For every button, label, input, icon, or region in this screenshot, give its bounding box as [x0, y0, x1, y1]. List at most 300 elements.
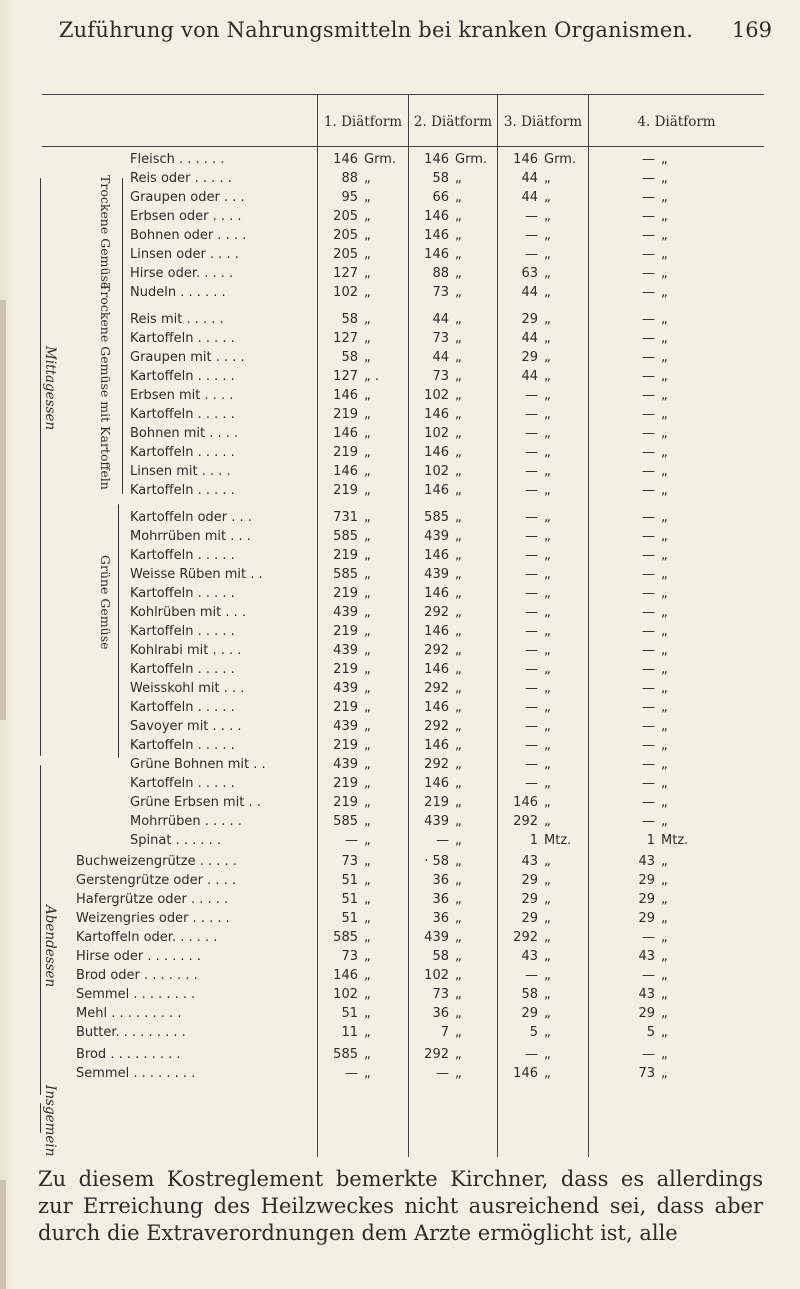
table-cell — [318, 681, 371, 696]
cell-unit: „ — [455, 190, 462, 205]
cell-unit: „ — [455, 426, 462, 441]
table-cell — [498, 930, 551, 945]
cell-unit: „ — [661, 152, 668, 167]
cell-value: 205 — [333, 209, 358, 224]
table-cell — [409, 854, 462, 869]
table-cell — [409, 464, 462, 479]
row-label: Savoyer mit . . . . — [130, 719, 242, 734]
table-cell — [409, 209, 462, 224]
cell-value: 205 — [333, 247, 358, 262]
cell-value: 58 — [432, 949, 449, 964]
table-cell — [589, 854, 668, 869]
cell-unit: „ — [364, 987, 371, 1002]
brace-gruene-gemuese — [118, 504, 119, 758]
cell-unit: „ — [661, 892, 668, 907]
cell-unit: „ — [455, 567, 462, 582]
table-cell — [409, 407, 462, 422]
cell-unit: „ — [661, 209, 668, 224]
cell-unit: Mtz. — [544, 833, 572, 848]
cell-unit: „ — [364, 1066, 371, 1081]
cell-unit: „ — [544, 795, 551, 810]
cell-unit: „ — [364, 605, 371, 620]
cell-value: 219 — [333, 483, 358, 498]
table-cell — [409, 190, 462, 205]
table-cell — [498, 911, 551, 926]
cell-value: — — [642, 350, 655, 365]
cell-unit: „ — [455, 407, 462, 422]
cell-value: 127 — [333, 369, 358, 384]
cell-unit: „ — [364, 426, 371, 441]
cell-unit: „ — [364, 209, 371, 224]
cell-unit: „ — [364, 757, 371, 772]
cell-value: — — [642, 464, 655, 479]
table-cell — [409, 814, 462, 829]
cell-unit: „ — [661, 331, 668, 346]
row-label: Reis oder . . . . . — [130, 171, 232, 186]
table-cell — [318, 266, 371, 281]
cell-unit: „ — [544, 464, 551, 479]
cell-unit: „ — [364, 388, 371, 403]
cell-value: 146 — [424, 483, 449, 498]
cell-value: 63 — [521, 266, 538, 281]
cell-value: 146 — [333, 152, 358, 167]
cell-unit: „ — [455, 285, 462, 300]
table-cell — [498, 1006, 551, 1021]
cell-unit: „ — [661, 968, 668, 983]
table-cell — [409, 548, 462, 563]
table-cell — [498, 681, 551, 696]
cell-unit: „ — [544, 930, 551, 945]
table-cell — [318, 911, 371, 926]
cell-value: 73 — [432, 331, 449, 346]
table-cell — [498, 1047, 551, 1062]
table-cell — [318, 757, 371, 772]
table-cell — [409, 949, 462, 964]
cell-value: — — [642, 681, 655, 696]
brace-trockene-kartoffeln — [122, 286, 123, 494]
cell-unit: „ — [544, 548, 551, 563]
table-cell — [409, 987, 462, 1002]
cell-value: — — [525, 719, 538, 734]
table-cell — [589, 152, 668, 167]
table-cell — [409, 643, 462, 658]
cell-value: 219 — [333, 700, 358, 715]
cell-value: 73 — [432, 369, 449, 384]
cell-unit: Grm. — [364, 152, 396, 167]
row-label: Mehl . . . . . . . . . — [76, 1006, 182, 1021]
table-cell — [318, 892, 371, 907]
cell-value: — — [525, 464, 538, 479]
section-label-mittagessen: Mittagessen — [42, 346, 58, 431]
cell-value: — — [525, 483, 538, 498]
table-cell — [589, 930, 668, 945]
table-cell — [318, 426, 371, 441]
table-cell — [589, 586, 668, 601]
cell-value: 36 — [432, 873, 449, 888]
cell-unit: „ — [661, 911, 668, 926]
table-cell — [409, 483, 462, 498]
table-cell — [498, 567, 551, 582]
cell-unit: „ — [544, 776, 551, 791]
cell-unit: „ — [364, 776, 371, 791]
cell-value: 205 — [333, 228, 358, 243]
cell-value: 36 — [432, 1006, 449, 1021]
table-cell — [318, 776, 371, 791]
cell-value: — — [642, 548, 655, 563]
cell-value: 146 — [424, 776, 449, 791]
cell-value: 439 — [333, 643, 358, 658]
cell-unit: „ — [661, 247, 668, 262]
cell-value: 146 — [424, 152, 449, 167]
cell-value: — — [642, 662, 655, 677]
cell-unit: „ — [364, 700, 371, 715]
cell-value: — — [642, 700, 655, 715]
table-cell — [498, 738, 551, 753]
table-cell — [498, 190, 551, 205]
section-label-insgemein: Insgemein — [42, 1085, 58, 1157]
table-cell — [498, 483, 551, 498]
table-cell — [498, 426, 551, 441]
row-label: Kohlrüben mit . . . — [130, 605, 247, 620]
cell-unit: „ — [455, 892, 462, 907]
row-label: Kartoffeln . . . . . — [130, 586, 235, 601]
cell-unit: „ — [455, 1066, 462, 1081]
cell-unit: „ — [661, 854, 668, 869]
table-cell — [409, 247, 462, 262]
table-cell — [318, 662, 371, 677]
table-cell — [318, 209, 371, 224]
row-label: Bohnen mit . . . . — [130, 426, 239, 441]
cell-unit: „ — [364, 350, 371, 365]
row-label: Brod oder . . . . . . . — [76, 968, 198, 983]
table-cell — [409, 1066, 462, 1081]
cell-value: 58 — [341, 312, 358, 327]
cell-unit: „ — [661, 1066, 668, 1081]
cell-unit: „ — [544, 968, 551, 983]
table-cell — [318, 814, 371, 829]
cell-unit: „ — [455, 445, 462, 460]
table-cell — [409, 719, 462, 734]
table-cell — [589, 331, 668, 346]
row-label: Mohrrüben mit . . . — [130, 529, 251, 544]
row-label: Graupen oder . . . — [130, 190, 245, 205]
cell-unit: „ — [455, 1025, 462, 1040]
row-label: Kartoffeln . . . . . — [130, 548, 235, 563]
table-cell — [318, 285, 371, 300]
cell-unit: „ — [455, 968, 462, 983]
cell-value: — — [642, 190, 655, 205]
table-cell — [498, 833, 571, 848]
cell-value: — — [642, 643, 655, 658]
cell-unit: „ — [544, 1006, 551, 1021]
table-cell — [318, 1025, 371, 1040]
cell-unit: „ — [544, 426, 551, 441]
table-cell — [498, 776, 551, 791]
table-cell — [498, 209, 551, 224]
table-cell — [589, 814, 668, 829]
row-label: Grüne Erbsen mit . . — [130, 795, 261, 810]
cell-unit: „ — [364, 949, 371, 964]
cell-unit: „ — [544, 738, 551, 753]
table-cell — [318, 624, 371, 639]
table-cell — [589, 171, 668, 186]
table-cell — [589, 407, 668, 422]
cell-unit: „ — [661, 312, 668, 327]
cell-unit: „ — [455, 987, 462, 1002]
table-cell — [498, 312, 551, 327]
row-label: Kohlrabi mit . . . . — [130, 643, 242, 658]
cell-unit: „ — [661, 510, 668, 525]
cell-unit: „ — [661, 738, 668, 753]
cell-value: 44 — [521, 190, 538, 205]
table-cell — [589, 719, 668, 734]
table-cell — [318, 369, 379, 384]
cell-value: 585 — [424, 510, 449, 525]
cell-value: 585 — [333, 567, 358, 582]
cell-value: · 58 — [424, 854, 449, 869]
cell-value: 127 — [333, 331, 358, 346]
cell-value: 219 — [333, 776, 358, 791]
cell-value: — — [642, 757, 655, 772]
table-cell — [409, 968, 462, 983]
table-cell — [318, 190, 371, 205]
cell-unit: Grm. — [455, 152, 487, 167]
table-cell — [589, 312, 668, 327]
cell-value: — — [642, 228, 655, 243]
cell-value: 219 — [333, 586, 358, 601]
cell-value: 43 — [521, 949, 538, 964]
cell-unit: „ — [544, 483, 551, 498]
cell-unit: „ — [364, 814, 371, 829]
cell-value: 146 — [424, 662, 449, 677]
cell-value: 219 — [333, 738, 358, 753]
cell-unit: „ — [661, 266, 668, 281]
table-cell — [589, 968, 668, 983]
cell-value: 146 — [333, 388, 358, 403]
cell-value: — — [525, 426, 538, 441]
table-cell — [589, 949, 668, 964]
table-cell — [589, 1006, 668, 1021]
cell-unit: „ — [455, 369, 462, 384]
cell-value: — — [642, 510, 655, 525]
table-cell — [318, 152, 396, 167]
table-cell — [498, 757, 551, 772]
cell-unit: „ — [661, 548, 668, 563]
table-cell — [409, 911, 462, 926]
table-cell — [589, 681, 668, 696]
cell-unit: „ — [364, 911, 371, 926]
table-cell — [498, 445, 551, 460]
cell-unit: „ — [455, 624, 462, 639]
table-cell — [498, 369, 551, 384]
cell-unit: „ — [544, 445, 551, 460]
cell-unit: „ — [364, 624, 371, 639]
cell-value: — — [642, 369, 655, 384]
row-label: Bohnen oder . . . . — [130, 228, 247, 243]
cell-value: 66 — [432, 190, 449, 205]
cell-unit: „ — [364, 873, 371, 888]
table-cell — [318, 445, 371, 460]
table-cell — [318, 510, 371, 525]
cell-unit: „ — [544, 510, 551, 525]
cell-value: 439 — [424, 567, 449, 582]
cell-value: 146 — [424, 209, 449, 224]
cell-unit: „ — [544, 388, 551, 403]
table-cell — [318, 548, 371, 563]
cell-value: 43 — [638, 854, 655, 869]
table-cell — [498, 1066, 551, 1081]
cell-unit: „ — [661, 987, 668, 1002]
cell-value: — — [525, 567, 538, 582]
cell-unit: „ — [455, 833, 462, 848]
cell-unit: „ — [544, 266, 551, 281]
row-label: Kartoffeln oder. . . . . . — [76, 930, 218, 945]
cell-value: — — [642, 529, 655, 544]
cell-unit: „ — [455, 930, 462, 945]
cell-unit: „ — [661, 1025, 668, 1040]
cell-unit: „ — [544, 681, 551, 696]
cell-value: 44 — [432, 312, 449, 327]
table-cell — [589, 911, 668, 926]
cell-value: 43 — [521, 854, 538, 869]
cell-unit: „ — [661, 1006, 668, 1021]
cell-unit: „ — [544, 700, 551, 715]
cell-unit: „ — [364, 681, 371, 696]
cell-value: 58 — [341, 350, 358, 365]
cell-value: 585 — [333, 814, 358, 829]
cell-value: 292 — [424, 719, 449, 734]
row-label: Kartoffeln . . . . . — [130, 700, 235, 715]
cell-value: 219 — [333, 624, 358, 639]
row-label: Grüne Bohnen mit . . — [130, 757, 266, 772]
cell-value: 146 — [424, 700, 449, 715]
cell-unit: „ — [364, 548, 371, 563]
cell-unit: „ — [364, 968, 371, 983]
cell-value: — — [525, 209, 538, 224]
cell-unit: „ — [661, 529, 668, 544]
table-cell — [409, 738, 462, 753]
row-label: Butter. . . . . . . . . — [76, 1025, 186, 1040]
table-cell — [409, 350, 462, 365]
cell-value: — — [642, 776, 655, 791]
table-cell — [589, 548, 668, 563]
cell-unit: „ — [661, 681, 668, 696]
cell-value: 29 — [521, 873, 538, 888]
cell-unit: „ — [455, 209, 462, 224]
page-header — [40, 18, 772, 52]
table-cell — [498, 586, 551, 601]
cell-unit: „ — [455, 719, 462, 734]
table-cell — [498, 719, 551, 734]
cell-value: — — [642, 1047, 655, 1062]
table-cell — [318, 605, 371, 620]
cell-unit: „ — [455, 548, 462, 563]
table-cell — [589, 529, 668, 544]
table-cell — [589, 776, 668, 791]
cell-unit: „ — [455, 814, 462, 829]
table-cell — [318, 247, 371, 262]
cell-value: 439 — [333, 719, 358, 734]
table-cell — [409, 833, 462, 848]
cell-value: — — [525, 1047, 538, 1062]
cell-value: 102 — [333, 285, 358, 300]
table-cell — [318, 228, 371, 243]
table-cell — [589, 426, 668, 441]
cell-value: 102 — [424, 464, 449, 479]
table-cell — [498, 624, 551, 639]
cell-unit: „ — [661, 1047, 668, 1062]
cell-unit: „ — [544, 1025, 551, 1040]
cell-value: — — [525, 407, 538, 422]
cell-unit: „ — [364, 228, 371, 243]
cell-value: — — [642, 152, 655, 167]
cell-value: — — [525, 681, 538, 696]
cell-unit: „ — [661, 814, 668, 829]
table-cell — [589, 567, 668, 582]
cell-value: 44 — [521, 285, 538, 300]
table-cell — [318, 949, 371, 964]
cell-value: — — [525, 757, 538, 772]
cell-unit: „ — [455, 776, 462, 791]
cell-unit: „ — [455, 795, 462, 810]
table-cell — [498, 331, 551, 346]
table-cell — [589, 209, 668, 224]
table-cell — [589, 266, 668, 281]
cell-unit: Mtz. — [661, 833, 689, 848]
row-label: Kartoffeln . . . . . — [130, 662, 235, 677]
cell-value: 102 — [424, 388, 449, 403]
cell-value: — — [642, 388, 655, 403]
cell-unit: „ — [364, 312, 371, 327]
row-label: Spinat . . . . . . — [130, 833, 222, 848]
table-cell — [318, 464, 371, 479]
cell-unit: „ — [364, 510, 371, 525]
cell-unit: „ — [544, 911, 551, 926]
table-cell — [409, 586, 462, 601]
row-label: Graupen mit . . . . — [130, 350, 245, 365]
cell-value: — — [345, 1066, 358, 1081]
cell-value: — — [525, 445, 538, 460]
table-cell — [589, 873, 668, 888]
cell-unit: „ — [544, 873, 551, 888]
cell-unit: „ — [364, 464, 371, 479]
cell-unit: „ — [364, 586, 371, 601]
cell-unit: „ — [544, 719, 551, 734]
cell-value: — — [525, 624, 538, 639]
cell-value: 36 — [432, 892, 449, 907]
row-label: Kartoffeln . . . . . — [130, 738, 235, 753]
table-cell — [409, 662, 462, 677]
cell-value: 73 — [341, 949, 358, 964]
table-cell — [318, 987, 371, 1002]
table-cell — [409, 388, 462, 403]
cell-unit: „ — [661, 171, 668, 186]
page-edge-shadow — [0, 300, 6, 720]
group-label-trockene-gemuese-kartoffeln: Trockene Gemüse mit Kartoffeln — [98, 283, 113, 490]
table-cell — [498, 266, 551, 281]
cell-unit: „ — [364, 285, 371, 300]
cell-value: 292 — [424, 1047, 449, 1062]
table-cell — [409, 369, 462, 384]
row-label: Kartoffeln oder . . . — [130, 510, 252, 525]
table-cell — [498, 662, 551, 677]
cell-unit: „ — [661, 464, 668, 479]
cell-value: 439 — [424, 930, 449, 945]
table-cell — [498, 152, 576, 167]
cell-value: 11 — [341, 1025, 358, 1040]
cell-value: 292 — [513, 814, 538, 829]
cell-value: 146 — [424, 624, 449, 639]
